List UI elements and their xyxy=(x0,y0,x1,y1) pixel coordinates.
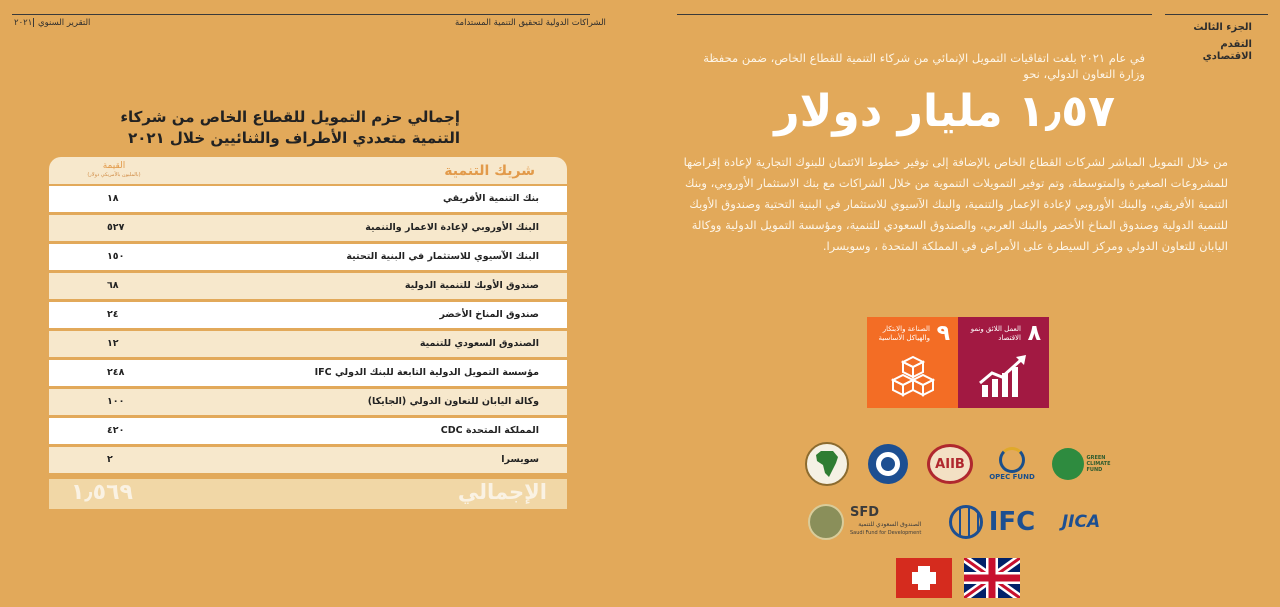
row-partner: مؤسسة التمويل الدولية التابعة للبنك الدولي IFC xyxy=(314,367,539,378)
gcf-wordmark xyxy=(1087,455,1111,473)
table-total-row xyxy=(49,479,567,509)
total-value: ١٫٥٦٩ xyxy=(71,480,133,505)
section-title-line1: التقدم xyxy=(1220,39,1252,50)
table-row xyxy=(49,302,567,328)
sdg-8-tile xyxy=(958,317,1049,408)
table-title xyxy=(95,107,460,149)
row-value: ١٥٠ xyxy=(107,251,125,262)
total-label: الإجمالي xyxy=(457,480,547,504)
row-partner: صندوق المناخ الأخضر xyxy=(439,309,539,320)
row-value: ٦٨ xyxy=(107,280,119,291)
row-partner: سويسرا xyxy=(501,454,539,465)
gcf-word-2: CLIMATE xyxy=(1086,461,1111,467)
row-value: ٤٢٠ xyxy=(107,425,125,436)
headline-amount: ١٫٥٧ مليار دولار xyxy=(774,86,1115,137)
sdg-8-label: العمل اللائق ونمو الاقتصاد xyxy=(970,325,1021,342)
row-value: ٢٤ xyxy=(107,309,119,320)
sfd-english-name: Saudi Fund for Development xyxy=(850,530,922,536)
swiss-cross-bar xyxy=(912,572,936,584)
row-partner: البنك الآسيوي للاستثمار في البنية التحتية xyxy=(346,251,539,262)
jica-logo xyxy=(1053,502,1109,542)
header-value-unit: (بالمليون بالأمريكي دولار) xyxy=(87,172,141,178)
switzerland-flag xyxy=(896,558,952,598)
header-year: ٢٠٢١ xyxy=(14,18,33,28)
gcf-logo xyxy=(1048,442,1114,486)
gcf-word-1: GREEN xyxy=(1086,455,1106,461)
header-rule-right-a xyxy=(677,14,1152,15)
row-value: ٢ xyxy=(107,454,113,465)
header-rule-right-b xyxy=(1165,14,1268,15)
world-bank-globe-icon xyxy=(949,505,983,539)
row-value: ١٠٠ xyxy=(107,396,125,407)
row-partner: وكالة اليابان للتعاون الدولي (الجايكا) xyxy=(367,396,539,407)
aiib-wordmark: AIIB xyxy=(935,456,965,472)
sfd-wordmark xyxy=(850,506,921,538)
row-partner: البنك الأوروبي لإعادة الاعمار والتنمية xyxy=(365,222,539,233)
gcf-word-3: FUND xyxy=(1086,467,1103,473)
table-title-line1: إجمالي حزم التمويل للقطاع الخاص من شركاء xyxy=(120,108,460,126)
table-row xyxy=(49,331,567,357)
ifc-wordmark: IFC xyxy=(988,507,1036,537)
uk-flag xyxy=(964,558,1020,598)
table-row xyxy=(49,360,567,386)
sdg-8-number: ٨ xyxy=(1027,321,1041,346)
opec-wordmark: OPEC FUND xyxy=(989,473,1035,481)
row-partner: الصندوق السعودي للتنمية xyxy=(419,338,539,349)
table-row xyxy=(49,244,567,270)
sdg-9-label: الصناعة والابتكار والهياكل الأساسية xyxy=(878,325,930,342)
body-paragraph: من خلال التمويل المباشر لشركات القطاع الخاص بالإضافة إلى توفير خطوط الائتمان للبنوك التجارية لإعادة إقراضها للمشروعات الصغيرة والمتوسطة، وتم توفير التمويلات التنموية من خلال الشراكات مع بنك الاستثمار الأوروبي، وبنك التنمية الأفريقي، والبنك الأوروبي لإعادة الإعمار والتنمية، والبنك الآسيوي للاستثمار في البنية التحتية وصندوق الأوبك للتنمية الدولية وصندوق المناخ الأخضر والبنك العربي، والصندوق السعودي للتنمية، ومؤسسة التمويل الدولية ووكالة اليابان للتعاون الدولي ومركز السيطرة على الأمراض في المملكة المتحدة ، وسويسرا. xyxy=(683,155,1228,253)
sfd-arabic-name: الصندوق السعودي للتنمية xyxy=(858,521,922,528)
row-partner: صندوق الأوبك للتنمية الدولية xyxy=(404,280,539,291)
header-separator xyxy=(33,18,34,27)
table-row xyxy=(49,418,567,444)
table-row xyxy=(49,186,567,212)
header-partner: شريك التنمية xyxy=(444,163,535,179)
table-row xyxy=(49,447,567,473)
table-header xyxy=(49,157,567,184)
sfd-acronym: SFD xyxy=(850,505,880,520)
section-title-line2: الاقتصادي xyxy=(1202,51,1252,62)
row-value: ١٨ xyxy=(107,193,119,204)
sdg-9-tile xyxy=(867,317,958,408)
union-jack-icon xyxy=(964,558,1020,598)
header-report-title: التقرير السنوي xyxy=(38,18,91,28)
sfd-emblem-icon xyxy=(808,504,844,540)
table-title-line2: التنمية متعددي الأطراف والثنائيين خلال ٢٠٢١ xyxy=(128,129,460,147)
sfd-logo xyxy=(808,502,928,542)
cubes-icon xyxy=(887,355,939,401)
row-partner: بنك التنمية الأفريقي xyxy=(443,193,539,204)
ifc-logo xyxy=(945,502,1039,542)
jica-wordmark: JICA xyxy=(1061,512,1101,532)
sdg-9-number: ٩ xyxy=(936,321,950,346)
funding-table xyxy=(49,157,567,509)
table-row xyxy=(49,215,567,241)
opec-circle-icon xyxy=(999,447,1025,473)
africa-map-icon xyxy=(813,449,841,479)
header-value: القيمة xyxy=(102,161,126,171)
row-value: ٥٢٧ xyxy=(107,222,125,233)
gcf-globe-icon xyxy=(1052,448,1084,480)
row-value: ٢٤٨ xyxy=(107,367,125,378)
aiib-logo xyxy=(927,444,973,484)
row-value: ١٢ xyxy=(107,338,119,349)
table-row xyxy=(49,273,567,299)
header-rule-left xyxy=(12,14,590,15)
ebrd-logo xyxy=(868,444,908,484)
table-row xyxy=(49,389,567,415)
intro-text: في عام ٢٠٢١ بلغت اتفاقيات التمويل الإنمائي من شركاء التنمية للقطاع الخاص، ضمن محفظة وزارة التعاون الدولي، نحو xyxy=(703,51,1145,81)
header-section-title: الشراكات الدولية لتحقيق التنمية المستدامة xyxy=(455,18,606,28)
opec-fund-logo xyxy=(988,442,1036,486)
ebrd-ring-icon xyxy=(876,452,900,476)
afdb-logo xyxy=(805,442,849,486)
growth-chart-icon xyxy=(978,355,1030,399)
row-partner: المملكة المتحدة CDC xyxy=(440,425,539,436)
section-part: الجزء الثالث xyxy=(1193,22,1252,33)
